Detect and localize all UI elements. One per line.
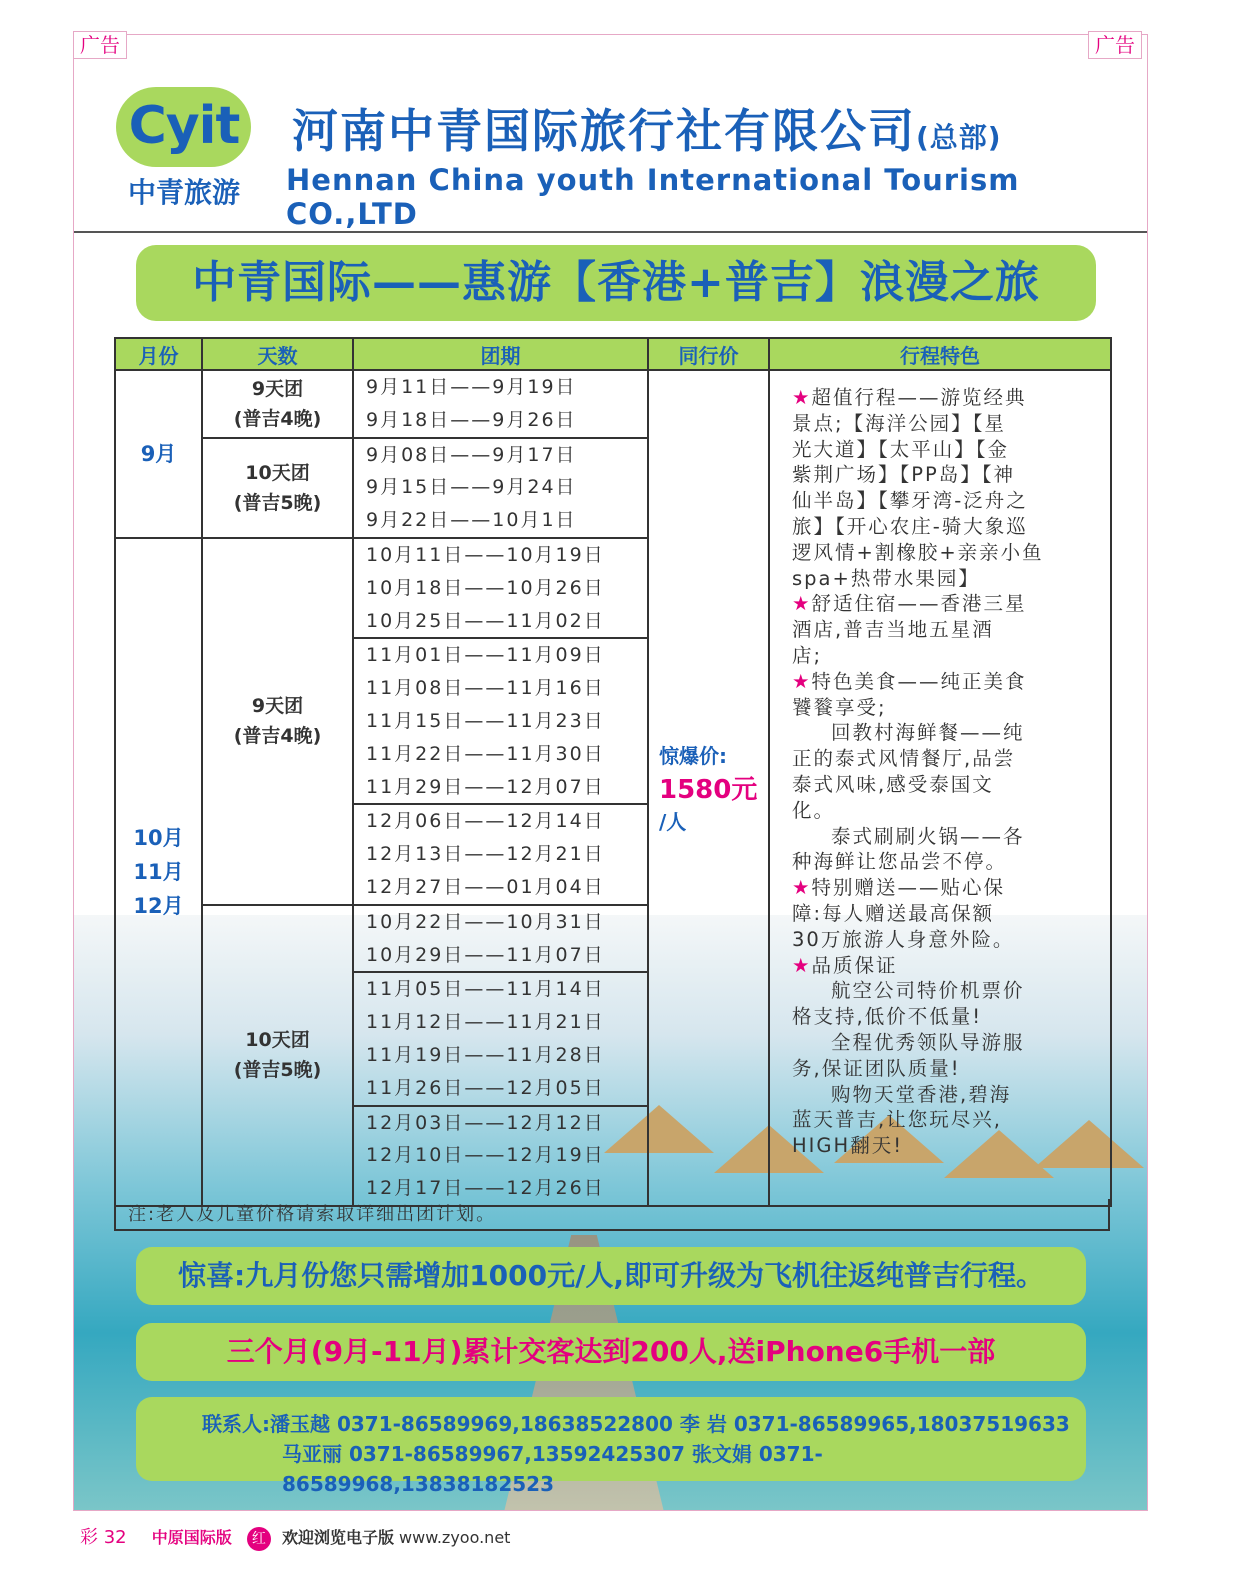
date-range: 10月25日——11月02日 [366,609,605,632]
date-range: 11月26日——12月05日 [366,1076,605,1099]
feature-text: 航空公司特价机票价 [831,979,1025,1003]
date-range: 9月18日——9月26日 [366,408,577,431]
header [74,35,1148,233]
feature-line [792,927,1104,953]
feature-text: 景点;【海洋公园】【星 [792,411,1006,435]
feature-text: 格支持,低价不低量! [792,1005,983,1029]
nights-label: (普吉5晚) [233,491,322,514]
price-label: 惊爆价: [659,744,727,769]
feature-line [792,1107,1104,1133]
feature-text: 回教村海鲜餐——纯 [831,721,1025,745]
header-features: 行程特色 [769,338,1111,370]
date-cell [353,804,648,904]
price-unit: /人 [659,810,687,835]
ad-frame [73,34,1148,1511]
month-cell: 9月 [115,370,202,538]
star-icon: ★ [792,876,812,900]
feature-text: 正的泰式风情餐厅,品尝 [792,747,1016,771]
date-range: 9月11日——9月19日 [366,376,577,398]
website-link[interactable]: www.zyoo.net [399,1528,511,1547]
feature-text: 光大道】【太平山】【金 [792,437,1010,461]
feature-line [792,540,1104,566]
schedule-table [114,337,1112,1207]
page-footer [80,1524,510,1552]
feature-text: spa+热带水果园】 [792,566,980,590]
feature-text: 特别赠送——贴心保 [811,876,1005,900]
date-range: 10月11日——10月19日 [366,543,605,566]
date-cell [353,370,648,438]
feature-line [792,1082,1104,1108]
feature-text: 购物天堂香港,碧海 [831,1082,1012,1106]
date-cell [353,638,648,804]
date-range: 11月05日——11月14日 [366,978,605,1001]
table-row [115,370,1111,438]
feature-text: 酒店,普吉当地五星酒 [792,618,994,642]
company-name-main: 河南中青国际旅行社有限公司 [292,104,916,158]
contact-line: 联系人:潘玉越 0371-86589969,18638522800 李 岩 0371-86589965,18037519633 [202,1412,1070,1436]
date-cell [353,905,648,973]
feature-text: 旅】【开心农庄-骑大象巡 [792,514,1028,538]
date-range: 12月03日——12月12日 [366,1111,605,1134]
features-cell [769,370,1111,1206]
date-range: 10月22日——10月31日 [366,910,605,933]
logo-text: Cyit [128,96,240,156]
feature-text: 仙半岛】【攀牙湾-泛舟之 [792,489,1028,513]
date-range: 10月29日——11月07日 [366,943,605,966]
nights-label: (普吉4晚) [233,407,322,430]
header-month: 月份 [115,338,202,370]
feature-line [792,772,1104,798]
days-cell [202,905,353,1206]
contact-box [136,1397,1086,1496]
date-range: 10月18日——10月26日 [366,576,605,599]
date-cell [353,538,648,638]
table-note: 注:老人及儿童价格请索取详细出团计划。 [114,1199,1110,1231]
ad-tag-right: 广告 [1088,31,1142,59]
date-range: 12月13日——12月21日 [366,843,605,866]
days-cell [202,538,353,905]
feature-text: 蓝天普吉,让您玩尽兴, [792,1108,1002,1132]
feature-line [792,514,1104,540]
feature-line [792,720,1104,746]
feature-line [792,695,1104,721]
promo-upgrade: 惊喜:九月份您只需增加1000元/人,即可升级为飞机往返纯普吉行程。 [136,1247,1086,1305]
date-range: 11月29日——12月07日 [366,775,605,798]
feature-line [792,437,1104,463]
feature-line [792,566,1104,592]
feature-text: 务,保证团队质量! [792,1056,961,1080]
feature-line [792,798,1104,824]
feature-text: 30万旅游人身意外险。 [792,927,1015,951]
page-number: 彩 32 [80,1527,127,1548]
feature-line [792,875,1104,901]
date-cell [353,438,648,538]
date-range: 9月15日——9月24日 [366,476,577,499]
date-range: 12月06日——12月14日 [366,810,605,833]
star-icon: ★ [792,669,812,693]
feature-text: 泰式刷刷火锅——各 [831,824,1025,848]
days-label: 9天团 [251,377,304,400]
header-dates: 团期 [353,338,648,370]
feature-line [792,978,1104,1004]
date-range: 11月19日——11月28日 [366,1043,605,1066]
edition-name: 中原国际版 [151,1528,232,1547]
price-value: 1580元 [659,775,758,806]
feature-line [792,1030,1104,1056]
feature-text: 逻风情+割橡胶+亲亲小鱼 [792,540,1044,564]
feature-line [792,591,1104,617]
days-label: 10天团 [245,1029,310,1052]
date-range: 11月12日——11月21日 [366,1011,605,1034]
feature-line [792,385,1104,411]
company-hq: (总部) [916,121,1002,154]
feature-text: HIGH翻天! [792,1134,904,1158]
feature-text: 饕餮享受; [792,695,887,719]
nights-label: (普吉4晚) [233,725,322,748]
star-icon: ★ [792,386,812,409]
feature-text: 紫荆广场】【PP岛】【神 [792,463,1016,487]
date-range: 12月10日——12月19日 [366,1144,605,1167]
feature-text: 泰式风味,感受泰国文 [792,772,994,796]
feature-text: 化。 [792,798,836,822]
feature-line [792,953,1104,979]
date-range: 11月01日——11月09日 [366,644,605,667]
feature-line [792,1056,1104,1082]
company-name-en: Hennan China youth International Tourism CO.,LTD [286,163,1020,231]
date-cell [353,972,648,1105]
feature-text: 店; [792,643,823,667]
date-range: 12月27日——01月04日 [366,875,605,898]
feature-line [792,849,1104,875]
feature-text: 全程优秀领队导游服 [831,1030,1025,1054]
feature-line [792,1004,1104,1030]
days-cell [202,438,353,538]
star-icon: ★ [792,953,812,977]
contact-line: 马亚丽 0371-86589967,13592425307 张文娟 0371-86589968,13838182523 [282,1442,823,1496]
promo-banner: 中青国际——惠游【香港+普吉】浪漫之旅 [136,245,1096,321]
star-icon: ★ [792,592,812,616]
feature-text: 特色美食——纯正美食 [811,669,1027,693]
date-range: 11月08日——11月16日 [366,677,605,700]
table-header-row [115,338,1111,370]
date-range: 11月15日——11月23日 [366,709,605,732]
logo-subtitle: 中青旅游 [127,176,240,209]
feature-text: 舒适住宿——香港三星 [811,592,1027,616]
feature-line [792,411,1104,437]
date-range: 11月22日——11月30日 [366,742,605,765]
feature-line [792,746,1104,772]
feature-line [792,462,1104,488]
date-range: 9月08日——9月17日 [366,443,577,466]
feature-line [792,617,1104,643]
feature-line [792,669,1104,695]
feature-text: 种海鲜让您品尝不停。 [792,850,1008,874]
welcome-text: 欢迎浏览电子版 [281,1528,394,1547]
feature-line [792,824,1104,850]
feature-text: 超值行程——游览经典 [811,386,1027,409]
promo-iphone: 三个月(9月-11月)累计交客达到200人,送iPhone6手机一部 [136,1323,1086,1381]
date-range: 12月17日——12月26日 [366,1177,605,1200]
feature-text: 品质保证 [811,953,898,977]
feature-line [792,1133,1104,1159]
feature-line [792,488,1104,514]
ad-tag-left: 广告 [73,31,127,59]
feature-line [792,643,1104,669]
date-range: 9月22日——10月1日 [366,509,577,532]
header-price: 同行价 [648,338,769,370]
red-badge: 红 [247,1527,271,1551]
nights-label: (普吉5晚) [233,1059,322,1082]
days-cell [202,370,353,438]
days-label: 9天团 [251,695,304,718]
feature-text: 障:每人赠送最高保额 [792,901,995,925]
days-label: 10天团 [245,461,310,484]
price-cell [648,370,769,1206]
header-days: 天数 [202,338,353,370]
month-cell: 10月 11月 12月 [115,538,202,1206]
feature-line [792,901,1104,927]
company-name-cn [292,95,1002,161]
date-cell [353,1106,648,1206]
